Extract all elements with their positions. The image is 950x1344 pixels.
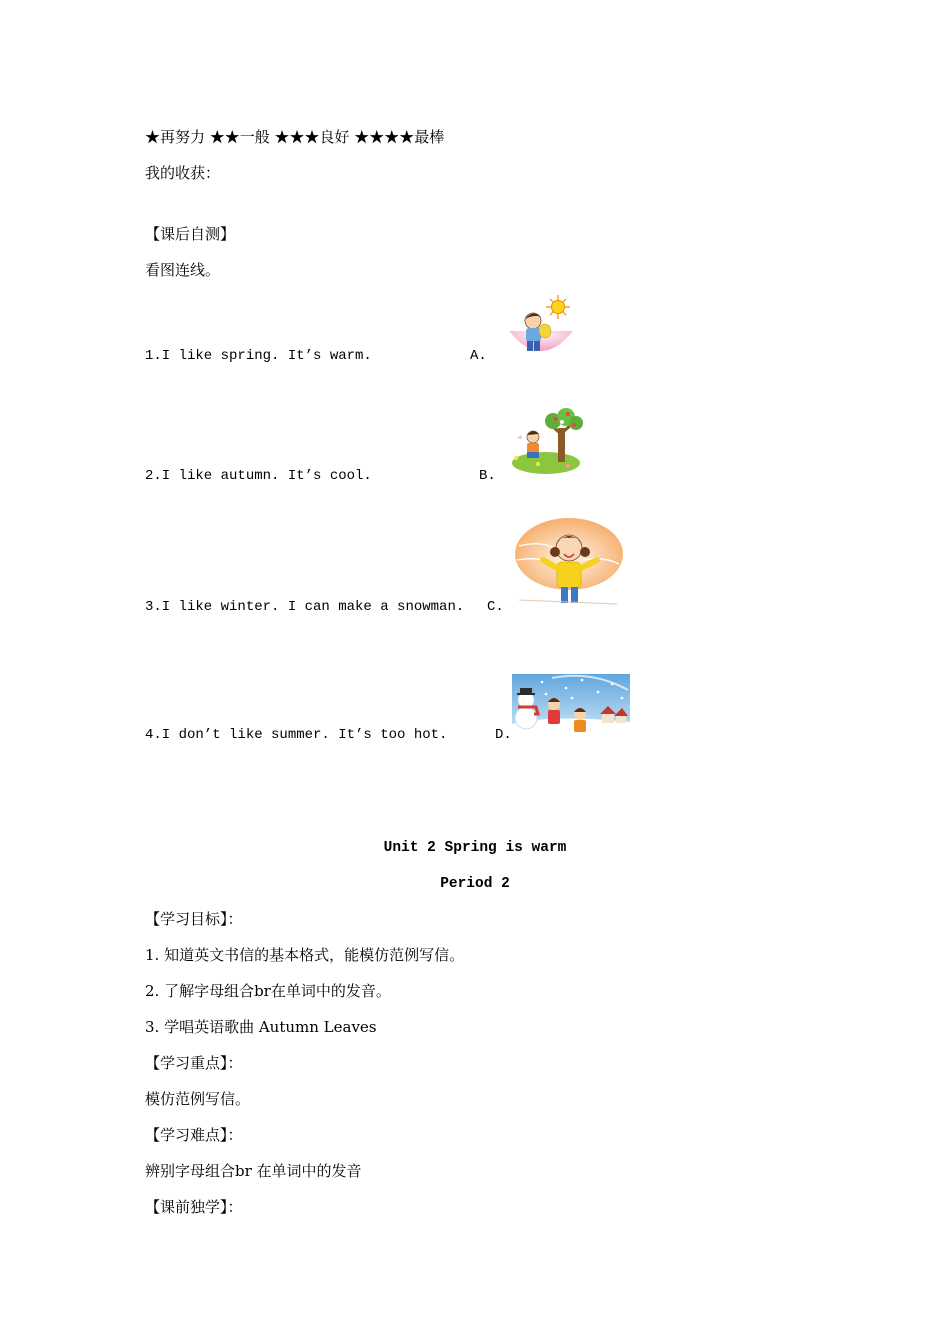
pre-study-heading: 【课前独学】： — [145, 1198, 243, 1216]
boy-in-sun-picture — [505, 295, 577, 357]
option-letter-b: B. — [479, 468, 496, 484]
rating-scale: ★再努力 ★★一般 ★★★良好 ★★★★最棒 — [145, 128, 445, 146]
difficulty-text: 辨别字母组合br 在单词中的发音 — [145, 1162, 362, 1180]
exercise-sentence-1: 1.I like spring. It’s warm. — [145, 348, 372, 364]
self-test-heading: 【课后自测】 — [145, 225, 236, 243]
key-point-text: 模仿范例写信。 — [145, 1090, 251, 1108]
harvest-label: 我的收获： — [145, 164, 221, 182]
option-letter-c: C. — [487, 599, 504, 615]
goal-item-1: 1. 知道英文书信的基本格式，能模仿范例写信。 — [145, 946, 465, 964]
goal-item-2: 2. 了解字母组合br在单词中的发音。 — [145, 982, 391, 1000]
exercise-sentence-4: 4.I don’t like summer. It’s too hot. — [145, 727, 448, 743]
unit-title: Unit 2 Spring is warm — [383, 840, 567, 856]
option-letter-a: A. — [470, 348, 487, 364]
goal-item-3: 3. 学唱英语歌曲 Autumn Leaves — [145, 1018, 377, 1036]
boy-under-tree-picture — [508, 408, 584, 476]
exercise-sentence-2: 2.I like autumn. It’s cool. — [145, 468, 372, 484]
exercise-sentence-3: 3.I like winter. I can make a snowman. — [145, 599, 465, 615]
goals-heading: 【学习目标】： — [145, 910, 243, 928]
snowman-picture — [512, 674, 630, 740]
girl-in-wind-picture — [513, 516, 625, 608]
self-test-instruction: 看图连线。 — [145, 261, 221, 279]
difficulty-heading: 【学习难点】： — [145, 1126, 243, 1144]
option-letter-d: D. — [495, 727, 512, 743]
period-title: Period 2 — [440, 876, 510, 892]
key-point-heading: 【学习重点】： — [145, 1054, 243, 1072]
